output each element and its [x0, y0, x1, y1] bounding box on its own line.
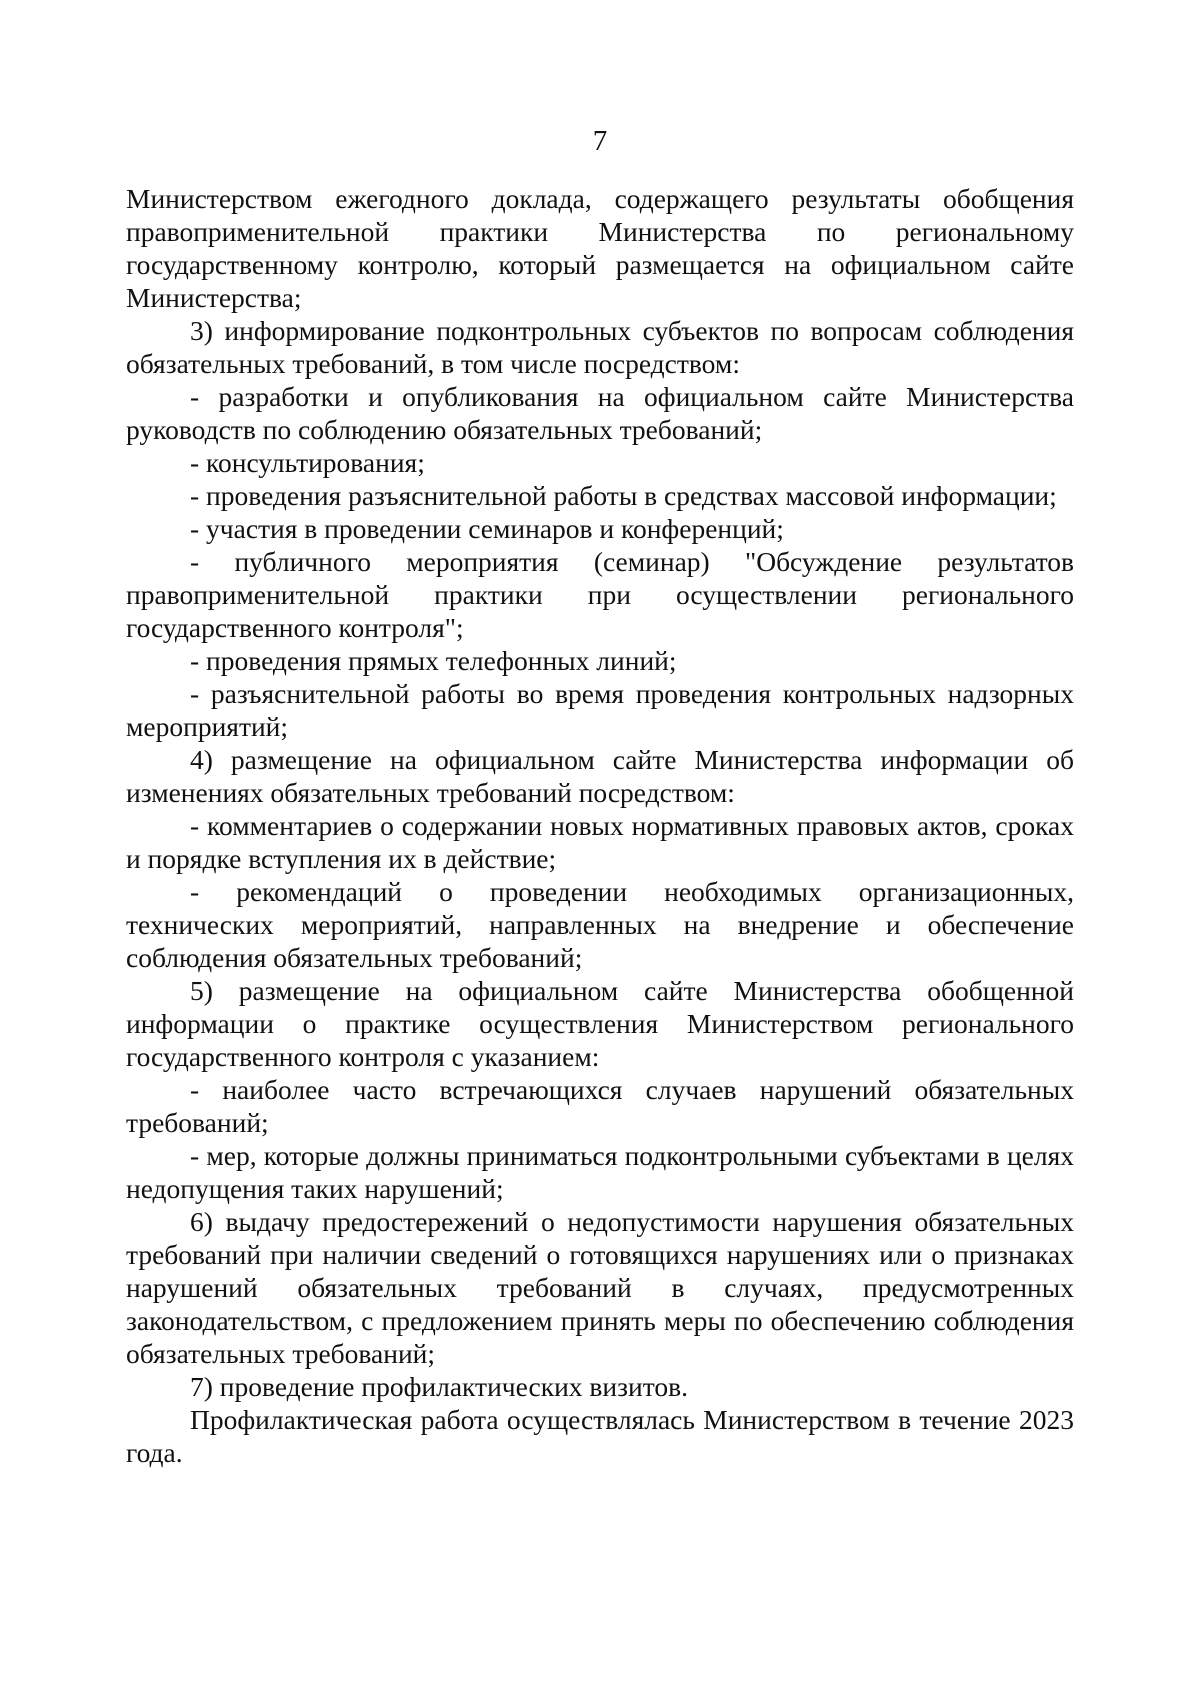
list-item-6: 6) выдачу предостережений о недопустимости нарушения обязательных требований при наличии сведений о готовящихся нарушениях или о признаках нарушений обязательных требований в случаях, предусмотренных законодательством, с предложением принять меры по обеспечению соблюдения обязательных требований;	[126, 1206, 1074, 1369]
sub-item: - наиболее часто встречающихся случаев нарушений обязательных требований;	[126, 1074, 1074, 1138]
closing-paragraph: Профилактическая работа осуществлялась Министерством в течение 2023 года.	[126, 1404, 1074, 1468]
sub-item: - консультирования;	[190, 447, 425, 478]
paragraph-continuation: Министерством ежегодного доклада, содержащего результаты обобщения правоприменительной практики Министерства по региональному государственному контролю, который размещается на официальном сайте Министерства;	[126, 183, 1074, 313]
sub-item: - мер, которые должны приниматься подконтрольными субъектами в целях недопущения таких нарушений;	[126, 1140, 1074, 1204]
list-item-5: 5) размещение на официальном сайте Министерства обобщенной информации о практике осуществления Министерством регионального государственного контроля с указанием:	[126, 975, 1074, 1072]
sub-item: - участия в проведении семинаров и конференций;	[190, 513, 784, 544]
sub-item: - разъяснительной работы во время проведения контрольных надзорных мероприятий;	[126, 678, 1074, 742]
list-item-7: 7) проведение профилактических визитов.	[190, 1371, 688, 1402]
sub-item: - проведения прямых телефонных линий;	[190, 645, 677, 676]
list-item-4: 4) размещение на официальном сайте Министерства информации об изменениях обязательных требований посредством:	[126, 744, 1074, 808]
body-text	[126, 182, 1074, 1469]
list-item-3: 3) информирование подконтрольных субъектов по вопросам соблюдения обязательных требований, в том числе посредством:	[126, 315, 1074, 379]
sub-item: - публичного мероприятия (семинар) "Обсуждение результатов правоприменительной практики при осуществлении регионального государственного контроля";	[126, 546, 1074, 643]
page-number: 7	[592, 125, 608, 157]
sub-item: - комментариев о содержании новых нормативных правовых актов, сроках и порядке вступления их в действие;	[126, 810, 1074, 874]
sub-item: - проведения разъяснительной работы в средствах массовой информации;	[190, 480, 1057, 511]
sub-item: - разработки и опубликования на официальном сайте Министерства руководств по соблюдению обязательных требований;	[126, 381, 1074, 445]
sub-item: - рекомендаций о проведении необходимых организационных, технических мероприятий, направленных на внедрение и обеспечение соблюдения обязательных требований;	[126, 876, 1074, 973]
